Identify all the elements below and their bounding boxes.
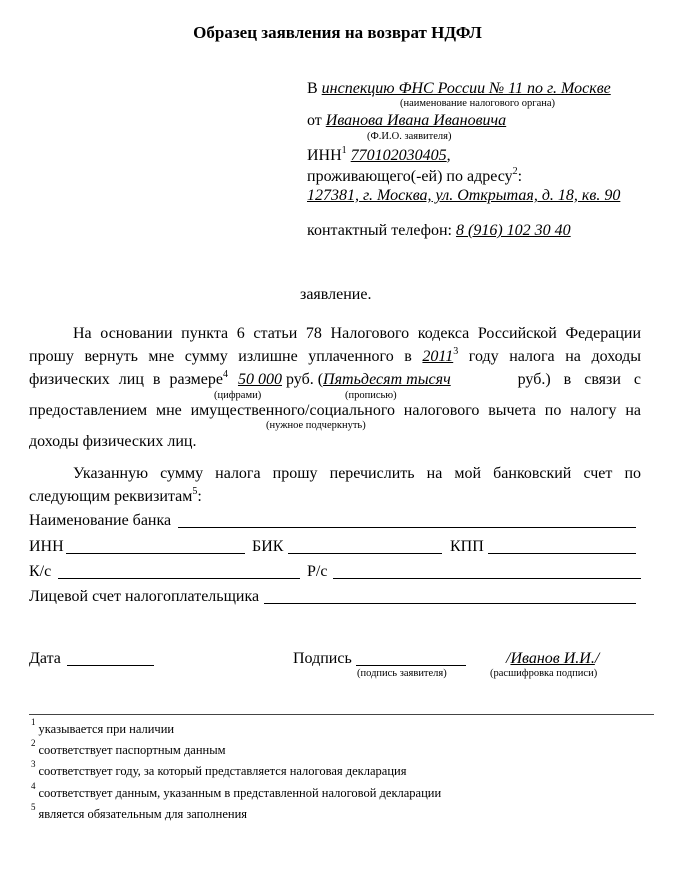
footnote-number: 1 <box>31 716 36 727</box>
inn-suffix: , <box>446 147 451 164</box>
body-line-1-text: На основании пункта 6 статьи 78 Налогового кодекса Российской Федерации <box>73 325 641 342</box>
footnote-text: указывается при наличии <box>38 722 175 736</box>
body-line-7-suffix: : <box>197 488 202 505</box>
applicant-caption: (Ф.И.О. заявителя) <box>367 131 452 142</box>
body-line-7-text: следующим реквизитам <box>29 488 193 505</box>
footnote-text: является обязательным для заполнения <box>38 807 248 821</box>
recipient-prefix: В <box>307 80 318 97</box>
bank-inn-field[interactable] <box>66 553 245 554</box>
footnote-number: 4 <box>31 780 36 791</box>
kpp-field[interactable] <box>488 553 636 554</box>
address-suffix: : <box>517 168 523 185</box>
rs-field[interactable] <box>333 578 641 579</box>
decoding-caption: (расшифровка подписи) <box>490 668 598 679</box>
bank-name-label: Наименование банка <box>29 512 172 529</box>
caption-underline: (нужное подчеркнуть) <box>266 420 366 431</box>
body-line-3-a: физических лиц в размере <box>29 371 223 388</box>
caption-digits: (цифрами) <box>214 390 262 401</box>
footnote-number: 2 <box>31 737 36 748</box>
inn-footnote-ref: 1 <box>341 144 347 156</box>
body-line-4 <box>29 402 641 420</box>
bank-name-field[interactable] <box>178 527 636 528</box>
body-line-3-c: руб.) в связи с <box>517 371 641 388</box>
footnote-text: соответствует году, за который представляется налоговая декларация <box>38 764 407 778</box>
decoding-slash-right: / <box>594 650 600 667</box>
footnote-item <box>31 758 407 779</box>
date-field[interactable] <box>67 665 154 666</box>
address-value: 127381, г. Москва, ул. Открытая, д. 18, кв. 90 <box>307 187 621 204</box>
footnote-text: соответствует данным, указанным в представленной налоговой декларации <box>38 786 442 800</box>
bank-inn-label: ИНН <box>29 538 64 555</box>
year-value: 2011 <box>422 348 454 365</box>
decoding-value: Иванов И.И. <box>510 650 595 667</box>
document-heading: заявление. <box>300 286 372 303</box>
footnote-divider <box>29 714 654 715</box>
footnote-number: 3 <box>31 758 36 769</box>
body-line-2 <box>29 345 642 366</box>
ks-field[interactable] <box>58 578 300 579</box>
sign-field[interactable] <box>356 665 466 666</box>
date-label: Дата <box>29 650 61 667</box>
ks-label: К/с <box>29 563 52 580</box>
footnote-item <box>31 801 248 822</box>
kpp-label: КПП <box>450 538 484 555</box>
body-line-3 <box>29 368 641 389</box>
applicant-prefix: от <box>307 112 322 129</box>
decoding-slash-left: / <box>506 650 511 667</box>
footnote-item <box>31 716 175 737</box>
decoding-line <box>506 650 599 668</box>
inn-label: ИНН <box>307 147 342 164</box>
sign-label: Подпись <box>293 650 352 667</box>
recipient-line <box>307 80 611 98</box>
address-footnote-ref: 2 <box>512 165 518 177</box>
body-line-4-text: предоставлением мне имущественного/социального налогового вычета по налогу на <box>29 402 641 419</box>
year-fill <box>422 345 459 365</box>
footnote-item <box>31 737 226 758</box>
caption-words: (прописью) <box>345 390 397 401</box>
sign-caption: (подпись заявителя) <box>357 668 447 679</box>
address-label-line <box>307 165 523 186</box>
bik-field[interactable] <box>288 553 442 554</box>
page-title: Образец заявления на возврат НДФЛ <box>193 23 482 42</box>
body-line-3-b: руб. ( <box>285 371 324 388</box>
phone-line <box>307 222 571 240</box>
account-field[interactable] <box>264 603 636 604</box>
footnote-number: 5 <box>31 801 36 812</box>
footnote-item <box>31 780 442 801</box>
address-label: проживающего(-ей) по адресу <box>307 168 513 185</box>
phone-label: контактный телефон: <box>307 222 452 239</box>
body-line-5: доходы физических лиц. <box>29 433 197 450</box>
recipient-caption: (наименование налогового органа) <box>400 98 556 109</box>
footnote-text: соответствует паспортным данным <box>38 743 226 757</box>
recipient-value: инспекцию ФНС России № 11 по г. Москве <box>321 80 611 97</box>
account-label: Лицевой счет налогоплательщика <box>29 588 260 605</box>
bik-label: БИК <box>252 538 284 555</box>
rs-label: Р/с <box>307 563 328 580</box>
applicant-value: Иванова Ивана Ивановича <box>325 112 507 129</box>
body-line-1 <box>29 325 641 343</box>
body-line-6-text: Указанную сумму налога прошу перечислить на мой банковский счет по <box>73 465 641 482</box>
amount-footnote-ref: 4 <box>222 368 228 380</box>
body-line-2-b: году налога на доходы <box>468 348 642 365</box>
applicant-line <box>307 112 506 130</box>
year-footnote-ref: 3 <box>453 345 459 357</box>
amount-words: Пятьдесят тысяч <box>323 371 451 388</box>
amount-digits: 50 000 <box>237 371 282 388</box>
inn-line <box>307 144 451 165</box>
body-line-6 <box>29 465 641 483</box>
requisites-footnote-ref: 5 <box>192 485 198 497</box>
body-line-2-a: прошу вернуть мне сумму излишне уплаченного в <box>29 348 412 365</box>
phone-value: 8 (916) 102 30 40 <box>456 222 571 239</box>
body-line-7 <box>29 485 202 506</box>
inn-value: 770102030405 <box>350 147 447 164</box>
